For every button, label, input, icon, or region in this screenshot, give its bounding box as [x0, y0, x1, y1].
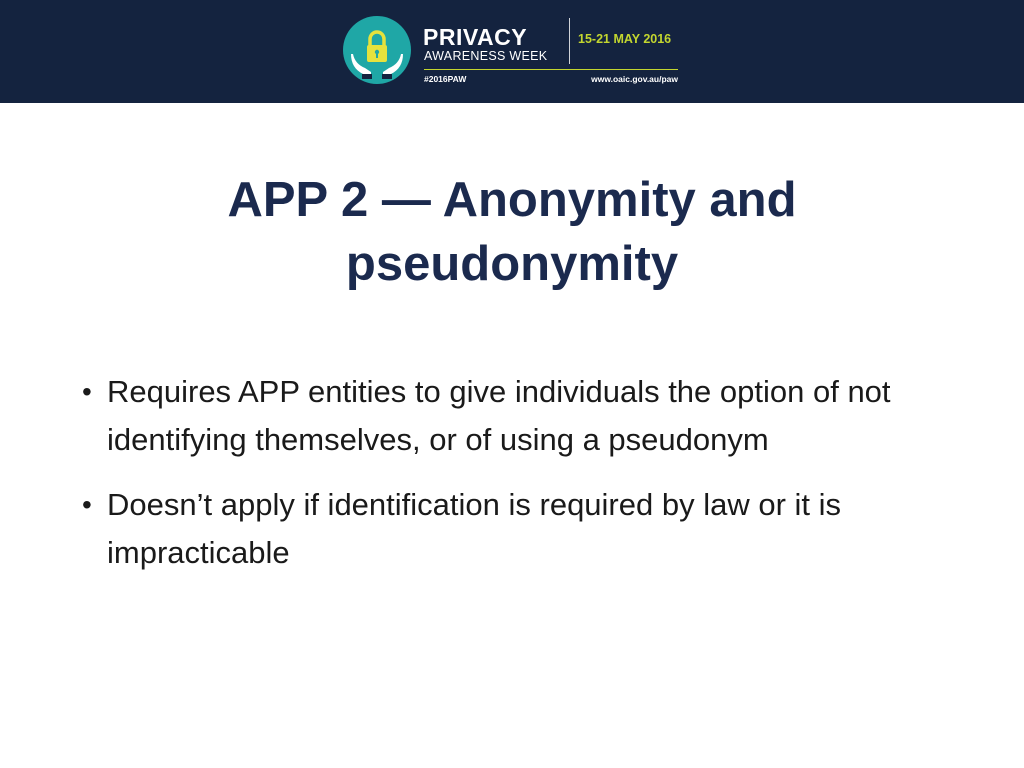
slide-title-line-2: pseudonymity: [345, 237, 679, 291]
bullet-text: Doesn’t apply if identification is required by law or it is impracticable: [107, 487, 842, 570]
bullet-item: [72, 481, 962, 576]
slide-title: [0, 168, 1024, 296]
brand-subtitle: AWARENESS WEEK: [424, 49, 548, 63]
bullet-item: [72, 368, 962, 463]
header-banner: [0, 0, 1024, 103]
slide-title-line-1: APP 2 — Anonymity and: [227, 173, 797, 227]
event-url: www.oaic.gov.au/paw: [591, 74, 678, 84]
privacy-week-logo-icon: [343, 16, 411, 84]
bullet-marker: •: [82, 489, 92, 520]
banner-divider: [569, 18, 570, 64]
banner-rule: [424, 69, 678, 70]
brand-title: PRIVACY: [423, 24, 528, 50]
bullet-list: [72, 368, 962, 594]
event-hashtag: #2016PAW: [424, 74, 467, 84]
bullet-text: Requires APP entities to give individuals the option of not identifying themselves, or of using a pseudonym: [107, 374, 891, 457]
event-dates: 15-21 MAY 2016: [578, 32, 672, 46]
bullet-marker: •: [82, 376, 92, 407]
